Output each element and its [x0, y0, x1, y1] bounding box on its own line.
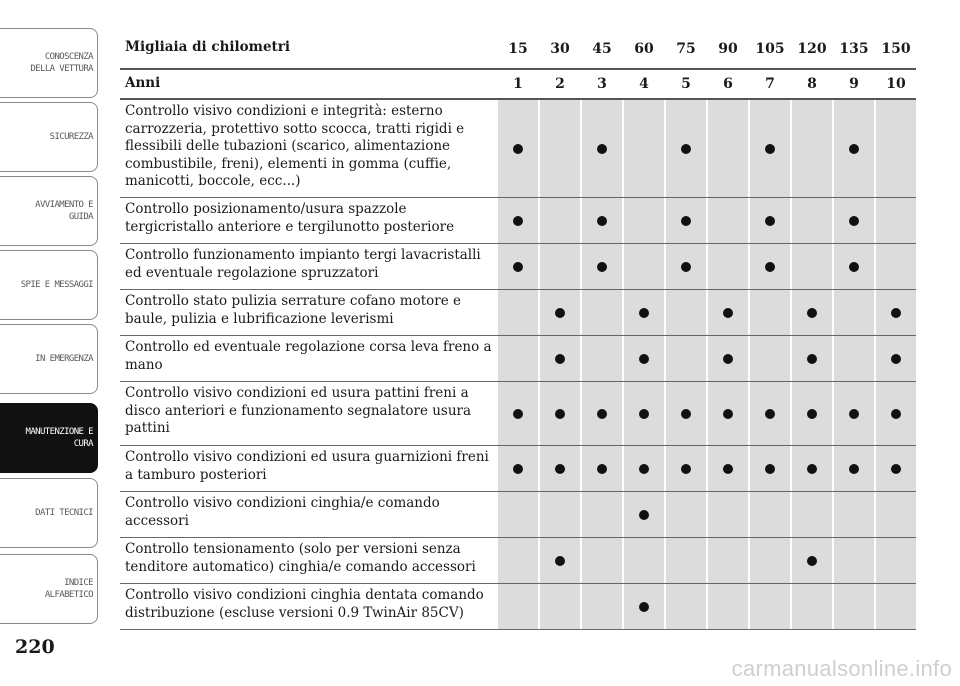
interval-cell: [706, 584, 748, 629]
check-required-dot-icon: [513, 464, 523, 474]
check-required-dot-icon: [681, 464, 691, 474]
check-required-dot-icon: [849, 216, 859, 226]
table-row: [120, 492, 916, 538]
interval-cell: [496, 538, 538, 583]
check-required-dot-icon: [849, 409, 859, 419]
interval-cell: [832, 584, 874, 629]
interval-cell: [622, 492, 664, 537]
check-required-dot-icon: [513, 409, 523, 419]
check-required-dot-icon: [555, 464, 565, 474]
interval-cell: [580, 446, 622, 491]
operation-description: Controllo visivo condizioni cinghia dentata comando distribuzione (escluse versioni 0.9 TwinAir 85CV): [125, 587, 484, 621]
chapter-tab-label: MANUTENZIONE E CURA: [25, 427, 93, 449]
chapter-tab[interactable]: [0, 102, 98, 172]
operation-description: Controllo visivo condizioni e integrità: esterno carrozzeria, protettivo sotto scocca, tratti rigidi e flessibili delle tubazioni (scarico, alimentazione combustibile, freni), elementi in gomma (cuffie, manicotti, boccole, ecc...): [125, 103, 465, 189]
interval-cell: [538, 538, 580, 583]
check-required-dot-icon: [807, 556, 817, 566]
check-required-dot-icon: [555, 354, 565, 364]
interval-cell: [622, 336, 664, 381]
check-required-dot-icon: [555, 556, 565, 566]
table-row: [120, 538, 916, 584]
interval-cell: [790, 584, 832, 629]
interval-cell: [538, 382, 580, 445]
year-value: 3: [580, 70, 622, 98]
years-header-label: Anni: [125, 75, 161, 91]
check-required-dot-icon: [639, 409, 649, 419]
interval-cells: [496, 538, 916, 583]
interval-cell: [832, 100, 874, 197]
chapter-tab-label: AVVIAMENTO E GUIDA: [35, 200, 93, 222]
km-value: 60: [622, 30, 664, 68]
interval-cell: [874, 382, 916, 445]
interval-cell: [580, 100, 622, 197]
interval-cells: [496, 290, 916, 335]
interval-cell: [664, 492, 706, 537]
check-required-dot-icon: [681, 409, 691, 419]
operation-description: Controllo visivo condizioni ed usura guarnizioni freni a tamburo posteriori: [125, 449, 489, 483]
check-required-dot-icon: [597, 262, 607, 272]
km-value: 45: [580, 30, 622, 68]
check-required-dot-icon: [765, 409, 775, 419]
check-required-dot-icon: [555, 409, 565, 419]
operation-description: Controllo ed eventuale regolazione corsa leva freno a mano: [125, 339, 492, 373]
interval-cell: [748, 198, 790, 243]
check-required-dot-icon: [513, 216, 523, 226]
table-row: [120, 198, 916, 244]
interval-cell: [748, 244, 790, 289]
check-required-dot-icon: [681, 144, 691, 154]
interval-cell: [580, 584, 622, 629]
interval-cell: [538, 198, 580, 243]
km-value: 105: [748, 30, 790, 68]
interval-cell: [790, 100, 832, 197]
interval-cell: [790, 538, 832, 583]
interval-cell: [538, 100, 580, 197]
check-required-dot-icon: [891, 308, 901, 318]
check-required-dot-icon: [891, 409, 901, 419]
chapter-tab[interactable]: [0, 554, 98, 624]
check-required-dot-icon: [681, 262, 691, 272]
table-row: [120, 584, 916, 630]
km-value: 30: [538, 30, 580, 68]
check-required-dot-icon: [765, 144, 775, 154]
km-value: 75: [664, 30, 706, 68]
chapter-tab[interactable]: [0, 250, 98, 320]
interval-cell: [874, 584, 916, 629]
interval-cell: [580, 492, 622, 537]
interval-cell: [706, 290, 748, 335]
table-row: [120, 336, 916, 382]
interval-cell: [832, 538, 874, 583]
interval-cells: [496, 244, 916, 289]
interval-cell: [664, 290, 706, 335]
interval-cells: [496, 198, 916, 243]
interval-cell: [622, 244, 664, 289]
check-required-dot-icon: [639, 510, 649, 520]
chapter-tab[interactable]: [0, 176, 98, 246]
interval-cells: [496, 100, 916, 197]
check-required-dot-icon: [765, 262, 775, 272]
interval-cell: [874, 100, 916, 197]
check-required-dot-icon: [723, 308, 733, 318]
table-row: [120, 244, 916, 290]
table-row: [120, 290, 916, 336]
chapter-tab[interactable]: [0, 403, 98, 473]
table-body: [120, 100, 916, 630]
check-required-dot-icon: [513, 262, 523, 272]
chapter-tab-label: CONOSCENZA DELLA VETTURA: [30, 52, 93, 74]
interval-cell: [496, 100, 538, 197]
check-required-dot-icon: [849, 262, 859, 272]
km-value: 150: [874, 30, 916, 68]
interval-cell: [496, 446, 538, 491]
operation-description: Controllo visivo condizioni cinghia/e comando accessori: [125, 495, 440, 529]
check-required-dot-icon: [639, 308, 649, 318]
table-row: [120, 100, 916, 198]
interval-cell: [706, 100, 748, 197]
year-value: 2: [538, 70, 580, 98]
interval-cell: [496, 244, 538, 289]
km-header-row: [120, 30, 916, 70]
interval-cell: [622, 290, 664, 335]
chapter-tab[interactable]: [0, 324, 98, 394]
operation-description: Controllo funzionamento impianto tergi lavacristalli ed eventuale regolazione spruzzatori: [125, 247, 481, 281]
km-value: 15: [496, 30, 538, 68]
interval-cell: [832, 290, 874, 335]
interval-cell: [580, 336, 622, 381]
check-required-dot-icon: [849, 464, 859, 474]
interval-cell: [496, 584, 538, 629]
interval-cell: [706, 244, 748, 289]
check-required-dot-icon: [807, 354, 817, 364]
interval-cell: [496, 492, 538, 537]
check-required-dot-icon: [765, 216, 775, 226]
interval-cell: [874, 492, 916, 537]
check-required-dot-icon: [639, 354, 649, 364]
interval-cell: [748, 446, 790, 491]
years-header-row: [120, 70, 916, 100]
interval-cell: [664, 336, 706, 381]
check-required-dot-icon: [891, 464, 901, 474]
interval-cell: [622, 100, 664, 197]
interval-cell: [622, 198, 664, 243]
interval-cell: [748, 336, 790, 381]
interval-cell: [496, 382, 538, 445]
interval-cell: [832, 492, 874, 537]
check-required-dot-icon: [765, 464, 775, 474]
interval-cell: [706, 382, 748, 445]
watermark: carmanualsonline.info: [731, 656, 952, 681]
years-header-cells: [496, 70, 916, 98]
check-required-dot-icon: [723, 409, 733, 419]
interval-cell: [664, 584, 706, 629]
interval-cells: [496, 382, 916, 445]
interval-cell: [748, 584, 790, 629]
year-value: 8: [790, 70, 832, 98]
interval-cells: [496, 336, 916, 381]
km-header-label: Migliaia di chilometri: [125, 39, 291, 55]
check-required-dot-icon: [555, 308, 565, 318]
interval-cell: [664, 538, 706, 583]
interval-cell: [748, 290, 790, 335]
interval-cell: [832, 336, 874, 381]
interval-cell: [622, 584, 664, 629]
operation-description: Controllo posizionamento/usura spazzole tergicristallo anteriore e tergilunotto posteriore: [125, 201, 455, 235]
interval-cell: [790, 244, 832, 289]
interval-cell: [580, 382, 622, 445]
interval-cell: [874, 290, 916, 335]
check-required-dot-icon: [723, 464, 733, 474]
interval-cell: [538, 492, 580, 537]
check-required-dot-icon: [597, 464, 607, 474]
interval-cell: [832, 244, 874, 289]
interval-cell: [874, 538, 916, 583]
maintenance-schedule-table: [120, 30, 916, 630]
interval-cell: [538, 290, 580, 335]
interval-cell: [706, 336, 748, 381]
interval-cell: [790, 198, 832, 243]
year-value: 10: [874, 70, 916, 98]
interval-cell: [748, 538, 790, 583]
interval-cell: [664, 244, 706, 289]
check-required-dot-icon: [849, 144, 859, 154]
year-value: 1: [496, 70, 538, 98]
interval-cell: [622, 382, 664, 445]
interval-cell: [706, 492, 748, 537]
interval-cell: [874, 244, 916, 289]
interval-cell: [664, 382, 706, 445]
interval-cell: [790, 446, 832, 491]
check-required-dot-icon: [807, 409, 817, 419]
operation-description: Controllo visivo condizioni ed usura pattini freni a disco anteriori e funzionamento segnalatore usura pattini: [125, 385, 472, 436]
interval-cell: [496, 198, 538, 243]
chapter-tab-label: DATI TECNICI: [35, 508, 93, 518]
operation-description: Controllo tensionamento (solo per versioni senza tenditore automatico) cinghia/e comando accessori: [125, 541, 476, 575]
year-value: 4: [622, 70, 664, 98]
interval-cell: [748, 492, 790, 537]
interval-cells: [496, 492, 916, 537]
interval-cell: [874, 446, 916, 491]
km-value: 135: [832, 30, 874, 68]
check-required-dot-icon: [681, 216, 691, 226]
chapter-tab-label: SPIE E MESSAGGI: [20, 280, 93, 290]
year-value: 7: [748, 70, 790, 98]
interval-cell: [580, 290, 622, 335]
check-required-dot-icon: [639, 602, 649, 612]
interval-cell: [664, 100, 706, 197]
interval-cell: [664, 446, 706, 491]
chapter-tab-label: SICUREZZA: [49, 132, 93, 142]
interval-cell: [580, 244, 622, 289]
interval-cell: [748, 382, 790, 445]
table-row: [120, 382, 916, 446]
check-required-dot-icon: [723, 354, 733, 364]
interval-cell: [496, 336, 538, 381]
interval-cell: [496, 290, 538, 335]
page-number: 220: [15, 636, 55, 658]
check-required-dot-icon: [639, 464, 649, 474]
interval-cell: [706, 538, 748, 583]
interval-cell: [622, 538, 664, 583]
interval-cell: [790, 492, 832, 537]
interval-cell: [538, 446, 580, 491]
chapter-tab-label: INDICE ALFABETICO: [44, 578, 93, 600]
interval-cell: [538, 244, 580, 289]
interval-cell: [706, 446, 748, 491]
check-required-dot-icon: [807, 464, 817, 474]
check-required-dot-icon: [597, 216, 607, 226]
km-value: 120: [790, 30, 832, 68]
chapter-tab[interactable]: [0, 478, 98, 548]
check-required-dot-icon: [513, 144, 523, 154]
interval-cell: [874, 336, 916, 381]
check-required-dot-icon: [891, 354, 901, 364]
chapter-tab[interactable]: [0, 28, 98, 98]
interval-cell: [790, 336, 832, 381]
check-required-dot-icon: [597, 409, 607, 419]
interval-cell: [538, 336, 580, 381]
interval-cell: [580, 198, 622, 243]
interval-cell: [706, 198, 748, 243]
interval-cell: [538, 584, 580, 629]
interval-cell: [790, 382, 832, 445]
year-value: 5: [664, 70, 706, 98]
year-value: 9: [832, 70, 874, 98]
table-row: [120, 446, 916, 492]
interval-cell: [622, 446, 664, 491]
km-value: 90: [706, 30, 748, 68]
year-value: 6: [706, 70, 748, 98]
interval-cell: [664, 198, 706, 243]
interval-cell: [790, 290, 832, 335]
interval-cells: [496, 584, 916, 629]
interval-cell: [580, 538, 622, 583]
check-required-dot-icon: [597, 144, 607, 154]
interval-cell: [832, 198, 874, 243]
chapter-tab-label: IN EMERGENZA: [35, 354, 93, 364]
interval-cell: [748, 100, 790, 197]
interval-cell: [832, 446, 874, 491]
interval-cells: [496, 446, 916, 491]
check-required-dot-icon: [807, 308, 817, 318]
interval-cell: [874, 198, 916, 243]
km-header-cells: [496, 30, 916, 68]
interval-cell: [832, 382, 874, 445]
operation-description: Controllo stato pulizia serrature cofano motore e baule, pulizia e lubrificazione leverismi: [125, 293, 461, 327]
